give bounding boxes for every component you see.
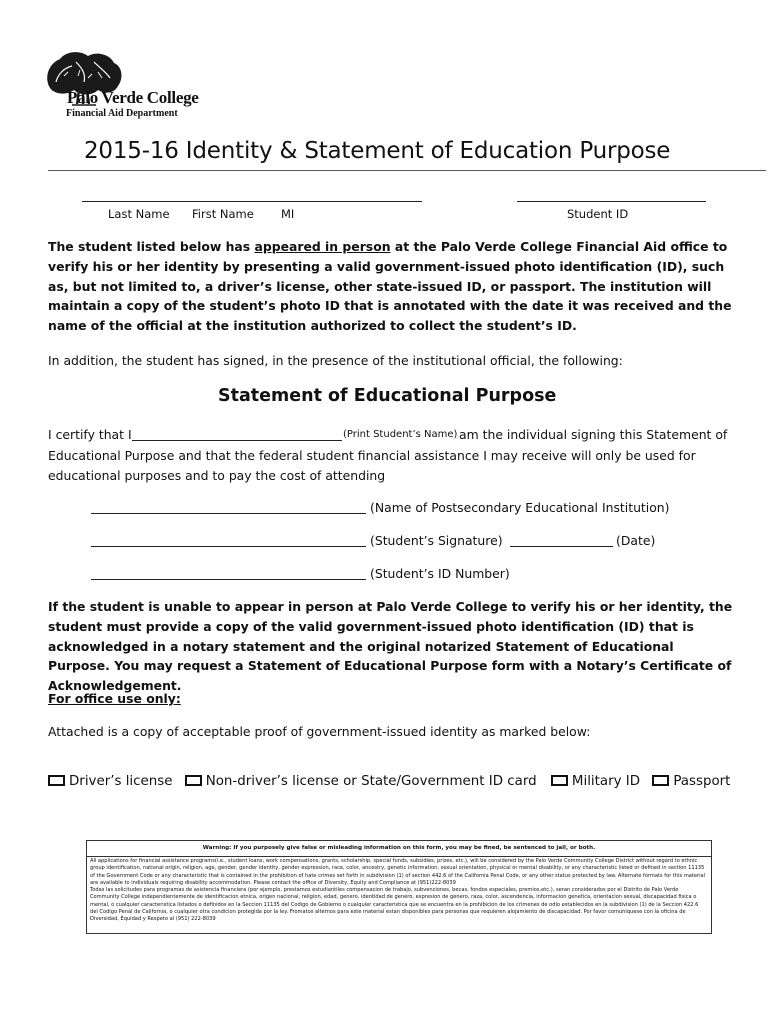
military-id-label: Military ID [571, 774, 641, 789]
id-type-checkboxes [48, 774, 738, 789]
institution-name-line[interactable] [91, 513, 366, 514]
nondiscrimination-english: All applications for financial assistance programs(i.e., student loans, work compensations, grants, scholarship, special funds, subsidies, prizes, etc.), will be considered by the Palo Verde Community College District without regard to ethnic group identification, national origin, religion, age, gender, gender identity, gender expression, race, color, ancestry, genetic information, sexual orientation, physical or mental disability, or any characteristic listed or defined in section 11135 of the Government Code or any characteristic that is contained in the prohibition of hate crimes set forth in subdivision (1) of section 442.6 of the California Penal Code, or any other status protected by law. Alternate formats for this material are available to individuals requiring disability accommodation. Please contact the office of Diversity, Equity and Compliance at (951)222-8039 [90, 858, 706, 886]
attached-proof-text: Attached is a copy of acceptable proof of government-issued identity as marked below: [48, 724, 591, 739]
student-id-number-line[interactable] [91, 579, 366, 580]
certify-line [48, 427, 132, 442]
warning-heading: Warning: If you purposely give false or misleading information on this form, you may be fined, be sentenced to jail, or both. [87, 841, 711, 857]
intro-text-rest: at the Palo Verde College Financial Aid office to verify his or her identity by presenting a valid government-issued photo identification (ID), such as, but not limited to, a driver’s license, other state-issued ID, or passport. The institution will maintain a copy of the student’s photo ID that is annotated with the date it was received and the name of the official at the institution authorized to collect the student’s ID. [48, 239, 732, 334]
date-label: (Date) [616, 533, 656, 548]
print-name-input-line[interactable] [132, 440, 342, 441]
signature-line[interactable] [91, 546, 366, 547]
statement-heading: Statement of Educational Purpose [218, 386, 557, 406]
institution-name-label: (Name of Postsecondary Educational Institution) [370, 500, 670, 515]
certify-rest: am the individual signing this Statement of [459, 427, 728, 442]
passport-label: Passport [673, 774, 731, 789]
date-line[interactable] [510, 546, 613, 547]
title-rule [48, 170, 766, 171]
military-id-checkbox[interactable] [551, 775, 568, 786]
student-name-line[interactable] [82, 201, 422, 202]
state-id-option[interactable] [185, 774, 537, 789]
first-name-label: First Name [192, 207, 254, 221]
student-id-label: Student ID [567, 207, 629, 221]
student-id-line[interactable] [517, 201, 706, 202]
passport-option[interactable] [652, 774, 730, 789]
nondiscrimination-spanish: Todas las solicitudes para programas de asistencia financiera (por ejemplo, prestamos estudiantiles compensacion de trabajo, subvenciones, becas, fondos especiales, premios,etc.), seran considerados por el Distrito de Palo Verde Community College independientemente de identificacion etnica, origen nacional, religion, edad, genero, identidad de genero, expresion de genero, raza, color, ascendencia, informacion genetica, orientacion sexual, discapacidad fisica o mental, o cualquier caracteristica listados o definidos en la Seccion 11135 del Codigo de Gobierno o cualquier caracteristica que se encuentra en la prohibicion de los crimenes de odio establecidos en la subdivision (1) de la Seccion 422.6 del Codigo Penal de California, o cualquier otra condicion protegida por la ley. Fromatos alternos para este material estan disponibles para personas que requieren alojamiento de discapacidad. Por favor comuniquese con la oficina de Diversidad, Equidad y Respeto al (951) 222-8039 [90, 887, 699, 923]
state-id-label: Non-driver’s license or State/Government ID card [205, 774, 537, 789]
addition-text: In addition, the student has signed, in the presence of the institutional official, the following: [48, 353, 623, 368]
department-name: Financial Aid Department [66, 108, 178, 119]
certify-prefix: I certify that I [48, 427, 132, 442]
mi-label: MI [281, 207, 295, 221]
notary-paragraph: If the student is unable to appear in person at Palo Verde College to verify his or her identity, the student must provide a copy of the valid government-issued photo identification (ID) that is acknowledged in a notary statement and the original notarized Statement of Educational Purpose. You may request a Statement of Educational Purpose form with a Notary’s Certificate of Acknowledgement. [48, 599, 733, 694]
intro-text-start: The student listed below has [48, 239, 255, 254]
last-name-label: Last Name [108, 207, 170, 221]
identity-verification-paragraph [48, 237, 738, 336]
appeared-in-person-text: appeared in person [254, 239, 391, 254]
certify-continued: Educational Purpose and that the federal student financial assistance I may receive will only be used for educational purposes and to pay the cost of attending [48, 448, 696, 483]
drivers-license-label: Driver’s license [69, 774, 173, 789]
drivers-license-checkbox[interactable] [48, 775, 65, 786]
page-title: 2015-16 Identity & Statement of Education Purpose [84, 138, 671, 164]
signature-label: (Student’s Signature) [370, 533, 503, 548]
college-logo [42, 48, 222, 122]
warning-box [86, 840, 712, 934]
state-id-checkbox[interactable] [185, 775, 202, 786]
drivers-license-option[interactable] [48, 774, 172, 789]
passport-checkbox[interactable] [652, 775, 669, 786]
office-use-heading: For office use only: [48, 691, 181, 706]
military-id-option[interactable] [551, 774, 640, 789]
print-name-label: (Print Student’s Name) [343, 429, 458, 440]
nondiscrimination-text [90, 858, 706, 924]
college-name: Palo Verde College [67, 88, 199, 107]
student-id-number-label: (Student’s ID Number) [370, 566, 510, 581]
